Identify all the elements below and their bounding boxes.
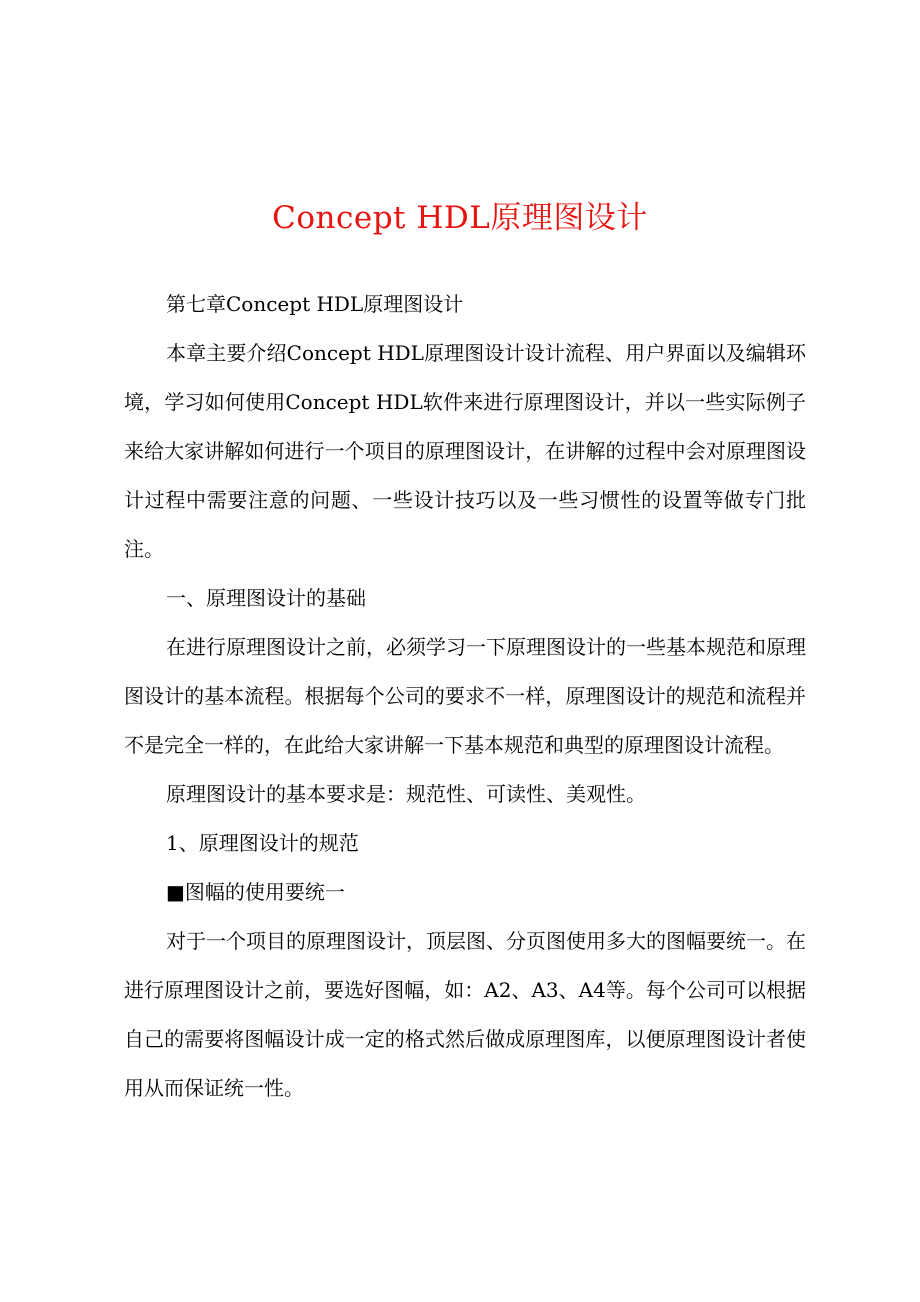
chapter-heading: 第七章Concept HDL原理图设计: [166, 292, 464, 316]
subsection-heading: 1、原理图设计的规范: [166, 831, 359, 855]
requirements-paragraph: 原理图设计的基本要求是：规范性、可读性、美观性。: [166, 782, 646, 806]
section-paragraph: 在进行原理图设计之前，必须学习一下原理图设计的一些基本规范和原理图设计的基本流程。根据每个公司的要求不一样，原理图设计的规范和流程并不是完全一样的，在此给大家讲解一下基本规范和典型的原理图设计流程。: [124, 635, 806, 757]
section-heading: 一、原理图设计的基础: [166, 586, 366, 610]
document-title: Concept HDL原理图设计: [272, 200, 648, 236]
bullet-heading: ■图幅的使用要统一: [166, 880, 345, 904]
intro-paragraph: 本章主要介绍Concept HDL原理图设计设计流程、用户界面以及编辑环境，学习如何使用Concept HDL软件来进行原理图设计，并以一些实际例子来给大家讲解如何进行一个项目的原理图设计，在讲解的过程中会对原理图设计过程中需要注意的问题、一些设计技巧以及一些习惯性的设置等做专门批注。: [124, 341, 806, 561]
document-body: [124, 280, 806, 1113]
sheet-size-paragraph: 对于一个项目的原理图设计，顶层图、分页图使用多大的图幅要统一。在进行原理图设计之前，要选好图幅，如：A2、A3、A4等。每个公司可以根据自己的需要将图幅设计成一定的格式然后做成原理图库，以便原理图设计者使用从而保证统一性。: [124, 929, 806, 1100]
